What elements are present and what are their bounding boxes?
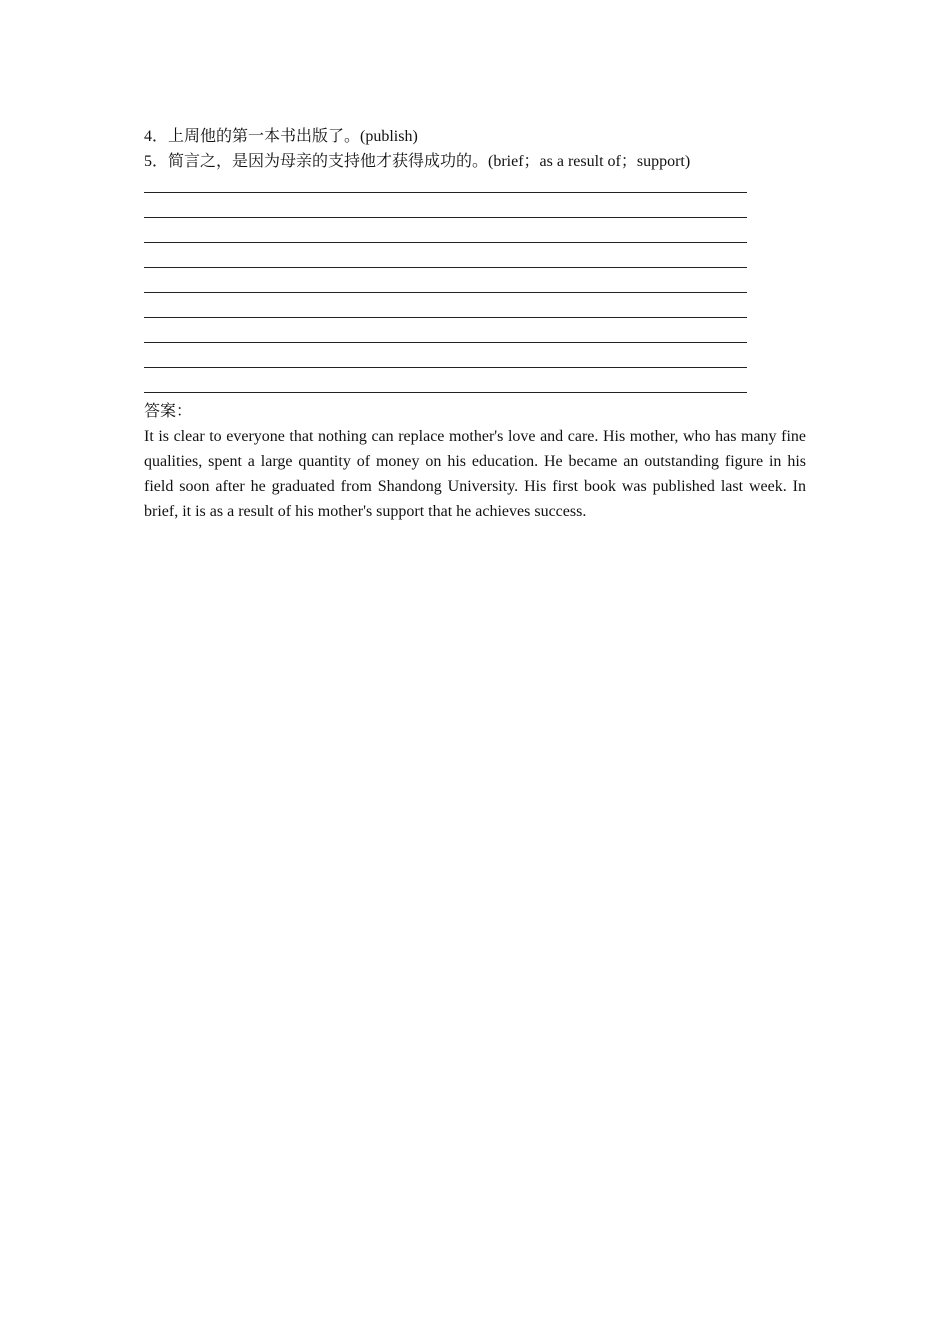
question-5-text: 简言之，是因为母亲的支持他才获得成功的。(brief；as a result of；support) bbox=[168, 153, 691, 170]
answer-blank-line bbox=[144, 199, 806, 224]
answer-blank-line bbox=[144, 324, 806, 349]
question-4-number: 4． bbox=[144, 128, 169, 145]
answer-blank-line bbox=[144, 224, 806, 249]
answer-label: 答案： bbox=[144, 403, 193, 420]
document-page bbox=[144, 124, 806, 524]
question-4-text: 上周他的第一本书出版了。(publish) bbox=[168, 128, 418, 145]
question-4 bbox=[144, 124, 806, 149]
answer-blank-line bbox=[144, 174, 806, 199]
answer-blank-line bbox=[144, 274, 806, 299]
answer-blank-line bbox=[144, 374, 806, 399]
answer-blank-line bbox=[144, 349, 806, 374]
answer-text: It is clear to everyone that nothing can replace mother's love and care. His mother, who has many fine qualities, spent a large quantity of money on his education. He became an outstanding figure in his field soon after he graduated from Shandong University. His first book was published last week. In brief, it is as a result of his mother's support that he achieves success. bbox=[144, 428, 806, 520]
answer-blank-line bbox=[144, 299, 806, 324]
question-5 bbox=[144, 149, 806, 174]
answer-blank-line bbox=[144, 249, 806, 274]
question-5-number: 5． bbox=[144, 153, 169, 170]
